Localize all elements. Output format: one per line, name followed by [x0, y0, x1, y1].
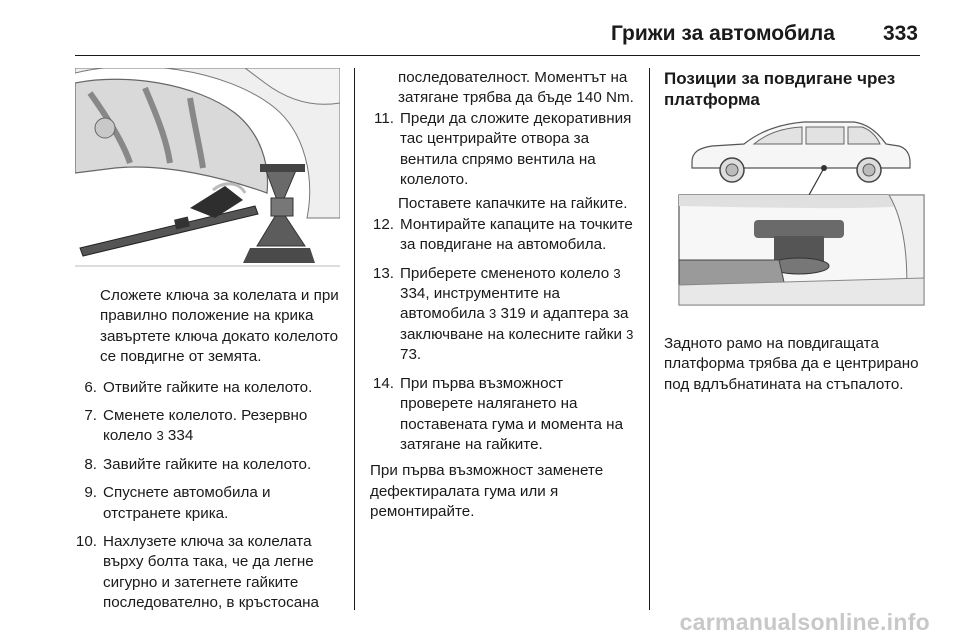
jack-illustration	[75, 68, 340, 278]
header-rule	[75, 55, 920, 56]
step-8: 8. Завийте гайките на колелото.	[84, 455, 312, 473]
step-7: 7. Сменете колелото. Резервно колело 3 334	[84, 407, 308, 445]
page-ref-link[interactable]: 73	[400, 346, 417, 364]
lift-platform-illustration	[664, 110, 929, 310]
column-3	[664, 68, 929, 395]
watermark: carmanualsonline.info	[679, 609, 930, 635]
step-10: 10. Нахлузете ключа за колелата върху болта така, че да легне сигурно и затегнете гайките последователно, в кръстосана	[75, 533, 319, 612]
page-ref-arrow-icon: 3	[613, 265, 621, 281]
caption-col3: Задното рамо на повдигащата платформа трябва да е центрирано под вдлъбнатината на стъпалото.	[664, 335, 919, 393]
page-ref-arrow-icon: 3	[626, 326, 634, 342]
step-12: 12. Монтирайте капаците на точките за повдигане на автомобила.	[372, 215, 633, 254]
closing-paragraph: При първа възможност заменете дефектиралата гума или я ремонтирайте.	[370, 462, 604, 521]
column-1	[75, 68, 340, 622]
step-10-continued: последователност. Моментът на затягане трябва да бъде 140 Nm.	[398, 69, 634, 107]
page-ref-arrow-icon: 3	[489, 306, 497, 322]
column-divider-1	[354, 68, 355, 610]
page-number: 333	[882, 22, 918, 45]
page-header	[611, 22, 918, 46]
step-13: 13. Приберете смененото колело 3 334, инструментите на автомобила 3 319 и адаптера за заключване на колесните гайки 3 73.	[372, 264, 634, 364]
step-9: 9. Спуснете автомобила и отстранете крика.	[84, 484, 271, 522]
step-11-sub: Поставете капачките на гайките.	[398, 195, 628, 213]
page-ref-link[interactable]: 319	[500, 305, 526, 323]
step-6: 6. Отвийте гайките на колелото.	[84, 378, 313, 396]
step-11: 11. Преди да сложите декоративния тас центрирайте отвора за вентила спрямо вентила на колелото.	[374, 109, 632, 189]
page-ref-link[interactable]: 334	[400, 285, 426, 303]
caption-col1: Сложете ключа за колелата и при правилно положение на крика завъртете ключа докато колелото се повдигне от земята.	[100, 287, 339, 366]
column-2	[370, 68, 638, 523]
section-heading: Позиции за повдигане чрез платформа	[664, 69, 896, 109]
page-ref-arrow-icon: 3	[156, 428, 164, 444]
step-14: 14. При първа възможност проверете налягането на поставената гума и момента на затягане на гайките.	[372, 374, 624, 453]
page-ref-link[interactable]: 334	[167, 427, 194, 445]
page-title: Грижи за автомобила	[610, 22, 835, 45]
column-divider-2	[649, 68, 650, 610]
